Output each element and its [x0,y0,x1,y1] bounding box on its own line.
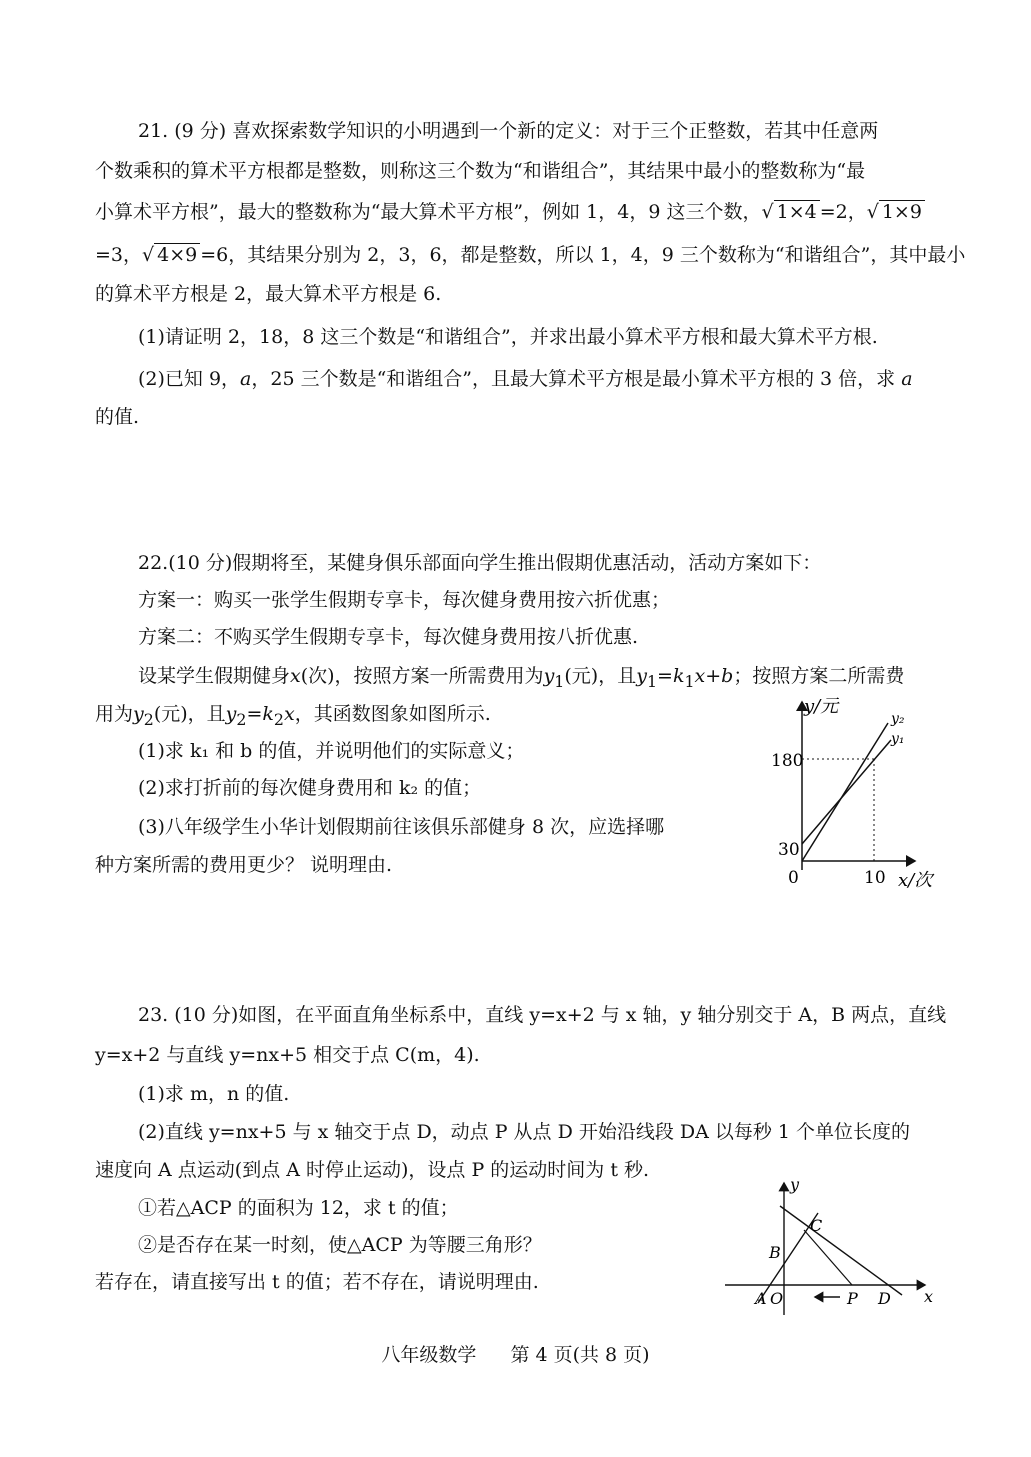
q21-line-3-text: 小算术平方根”，最大的整数称为“最大算术平方根”，例如 1，4，9 这三个数， [95,201,762,223]
svg-text:B: B [769,1243,781,1262]
q21-line-1: 21. (9 分) 喜欢探索数学知识的小明遇到一个新的定义：对于三个正整数，若其中任意两 [138,120,879,142]
footer-subject: 八年级数学 [381,1344,477,1366]
q23-part-2-cont: 速度向 A 点运动(到点 A 时停止运动)，设点 P 的运动时间为 t 秒. [95,1159,650,1181]
q22-part-3: (3)八年级学生小华计划假期前往该俱乐部健身 8 次，应选择哪 [138,816,665,838]
q23-sub-2: ②是否存在某一时刻，使△ACP 为等腰三角形？ [138,1234,542,1256]
q22-line-4: 设某学生假期健身x(次)，按照方案一所需费用为$y_1$(元)，且$y_1=k_1x+b$；按照方案二所需费 [138,665,905,691]
q22-function-graph [770,690,950,895]
label-y2: y₂ [891,711,905,727]
svg-text:D: D [878,1289,891,1308]
q21-line-4 [95,240,965,270]
label-y-axis: y/元 [804,696,839,717]
q21-part-2: (2)已知 9，a，25 三个数是“和谐组合”，且最大算术平方根是最小算术平方根的 3 倍，求 a [138,368,913,390]
q22-line-1: 22.(10 分)假期将至，某健身俱乐部面向学生推出假期优惠活动，活动方案如下： [138,552,822,574]
tick-0: 0 [788,868,799,888]
q21-line-3 [95,197,925,227]
q23-line-1: 23. (10 分)如图，在平面直角坐标系中，直线 y=x+2 与 x 轴，y 轴分别交于 A，B 两点，直线 [138,1004,947,1026]
q23-part-2: (2)直线 y=nx+5 与 x 轴交于点 D，动点 P 从点 D 开始沿线段 DA 以每秒 1 个单位长度的 [138,1121,911,1143]
q22-line-5: 用为$y_2$(元)，且$y_2=k_2x$，其函数图象如图所示. [95,703,491,729]
q23-coordinate-graph [720,1175,950,1325]
sqrt-1x4: √ 1×4 [762,197,820,227]
svg-text:O: O [770,1289,784,1308]
svg-text:A: A [755,1289,767,1308]
q21-line-3-eq: =2， [819,201,867,223]
label-x-axis: x/次 [898,870,933,891]
sqrt-4x9: √ 4×9 [142,240,200,270]
svg-text:P: P [847,1289,858,1308]
footer-page-number: 第 4 页(共 8 页) [510,1344,650,1366]
line-y2 [802,723,888,861]
tick-30: 30 [778,840,800,860]
q22-plan-1: 方案一：购买一张学生假期专享卡，每次健身费用按六折优惠； [138,589,671,611]
line-cd [780,1206,902,1295]
q22-part-2: (2)求打折前的每次健身费用和 k₂ 的值； [138,777,482,799]
svg-text:C: C [810,1216,823,1235]
label-y1: y₁ [891,731,905,747]
svg-text:x: x [924,1287,934,1306]
q21-line-4-eq: =3， [95,244,143,266]
q21-line-5: 的算术平方根是 2，最大算术平方根是 6. [95,283,442,305]
q21-line-2: 个数乘积的算术平方根都是整数，则称这三个数为“和谐组合”，其结果中最小的整数称为“最 [95,160,866,182]
q21-part-1: (1)请证明 2，18，8 这三个数是“和谐组合”，并求出最小算术平方根和最大算术平方根. [138,326,878,348]
q21-line-4-text: =6，其结果分别为 2，3，6，都是整数，所以 1，4，9 三个数称为“和谐组合”，其中最小 [200,244,966,266]
q22-part-3-end: 种方案所需的费用更少？ 说明理由. [95,854,393,876]
page-footer [0,1340,1031,1367]
q22-plan-2: 方案二：不购买学生假期专享卡，每次健身费用按八折优惠. [138,626,639,648]
q21-part-2-end: 的值. [95,406,140,428]
q23-sub-1: ①若△ACP 的面积为 12，求 t 的值； [138,1197,459,1219]
q22-part-1: (1)求 k₁ 和 b 的值，并说明他们的实际意义； [138,740,525,762]
segment-cp [804,1230,852,1285]
line-y1 [802,740,891,844]
tick-180: 180 [771,751,804,771]
tick-10: 10 [864,868,886,888]
q23-sub-3: 若存在，请直接写出 t 的值；若不存在，请说明理由. [95,1271,539,1293]
sqrt-1x9: √ 1×9 [867,197,925,227]
q23-line-2: y=x+2 与直线 y=nx+5 相交于点 C(m，4). [95,1044,480,1066]
q23-part-1: (1)求 m，n 的值. [138,1083,290,1105]
svg-text:y: y [790,1175,800,1194]
